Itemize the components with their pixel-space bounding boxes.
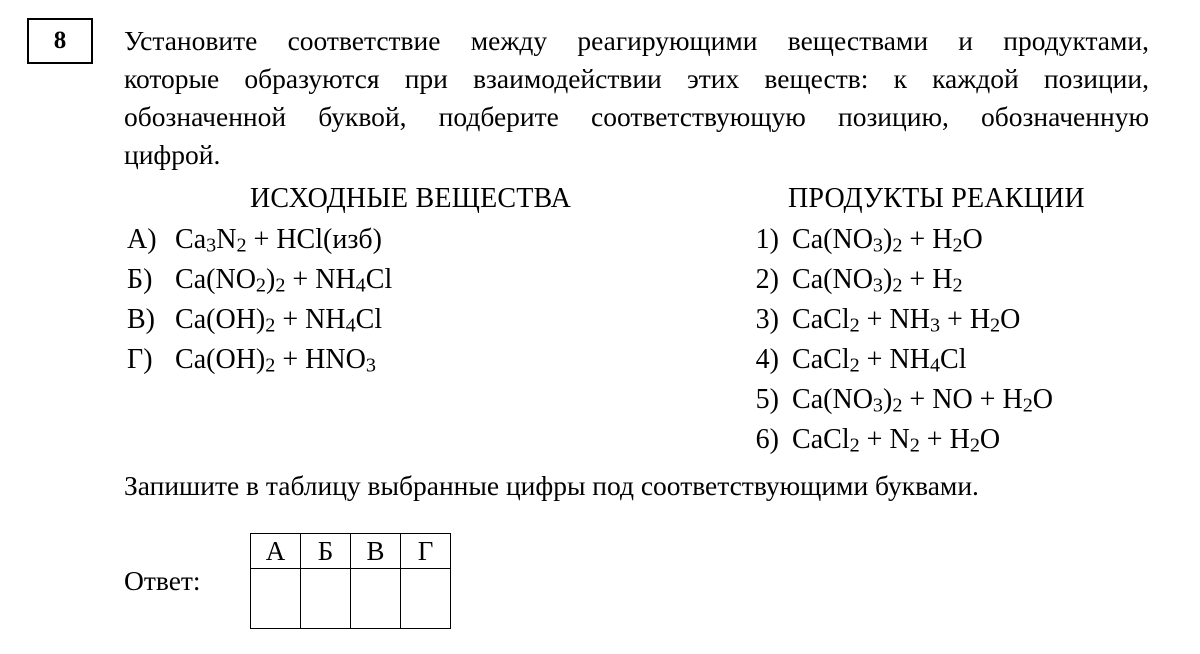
reactant-key: А)	[127, 224, 157, 255]
product-key: 2)	[755, 264, 779, 295]
answer-label: Ответ:	[124, 565, 201, 596]
question-line: Установите соответствие между реагирующими веществами и продуктами,	[124, 25, 1149, 56]
product-key: 3)	[755, 304, 779, 335]
answer-column-header: А	[251, 534, 301, 569]
product-key: 6)	[755, 424, 779, 455]
product-formula: $Ca(NO_3)_2$ + NO + $H_2O$	[792, 384, 1054, 417]
question-line: цифрой.	[124, 139, 221, 170]
product-formula: CaCl$_2$ + $N_2 + H_2O$	[792, 424, 1001, 457]
product-key: 5)	[755, 384, 779, 415]
reactant-formula: $Ca(OH)_2 + HNO_3$	[175, 344, 376, 377]
product-row-6	[735, 424, 1000, 456]
answer-column-header: Б	[301, 534, 351, 569]
reactant-row-b	[127, 264, 392, 296]
product-row-3	[735, 304, 1020, 336]
product-row-4	[735, 344, 966, 376]
answer-cell-v[interactable]	[351, 569, 401, 629]
product-row-2	[735, 264, 963, 296]
question-line: обозначенной буквой, подберите соответствующую позицию, обозначенную	[124, 101, 1149, 132]
product-key: 1)	[755, 224, 779, 255]
product-formula: $Ca(NO_3)_2 + H_2O$	[792, 224, 983, 257]
product-row-1	[735, 224, 983, 256]
reactant-key: В)	[127, 304, 155, 335]
answer-column-header: Г	[401, 534, 451, 569]
answer-cell-a[interactable]	[251, 569, 301, 629]
product-formula: $Ca(NO_3)_2 + H_2$	[792, 264, 963, 297]
product-formula: CaCl$_2$ + $NH_4Cl$	[792, 344, 967, 377]
product-key: 4)	[755, 344, 779, 375]
product-formula: CaCl$_2$ + $NH_3 + H_2O$	[792, 304, 1021, 337]
products-header: ПРОДУКТЫ РЕАКЦИИ	[788, 183, 1085, 214]
answer-column-header: В	[351, 534, 401, 569]
question-line: которые образуются при взаимодействии этих веществ: к каждой позиции,	[124, 63, 1149, 94]
answer-cell-g[interactable]	[401, 569, 451, 629]
answer-table	[250, 533, 451, 629]
instruction-text: Запишите в таблицу выбранные цифры под соответствующими буквами.	[124, 470, 979, 501]
reactant-formula: $Ca(OH)_2 + NH_4Cl$	[175, 304, 383, 337]
reactant-row-v	[127, 304, 382, 336]
question-text	[124, 22, 1149, 174]
task-number-box	[27, 18, 93, 64]
task-number: 8	[53, 27, 67, 54]
reactant-row-g	[127, 344, 376, 376]
reactant-key: Г)	[127, 344, 153, 375]
reactant-formula: $Ca(NO_2)_2 + NH_4Cl$	[175, 264, 393, 297]
reactant-row-a	[127, 224, 382, 256]
answer-cell-b[interactable]	[301, 569, 351, 629]
product-row-5	[735, 384, 1053, 416]
reactant-key: Б)	[127, 264, 153, 295]
reactants-header: ИСХОДНЫЕ ВЕЩЕСТВА	[250, 183, 572, 214]
reactant-formula: $Ca_3N_2 + HCl(изб)$	[175, 224, 382, 257]
